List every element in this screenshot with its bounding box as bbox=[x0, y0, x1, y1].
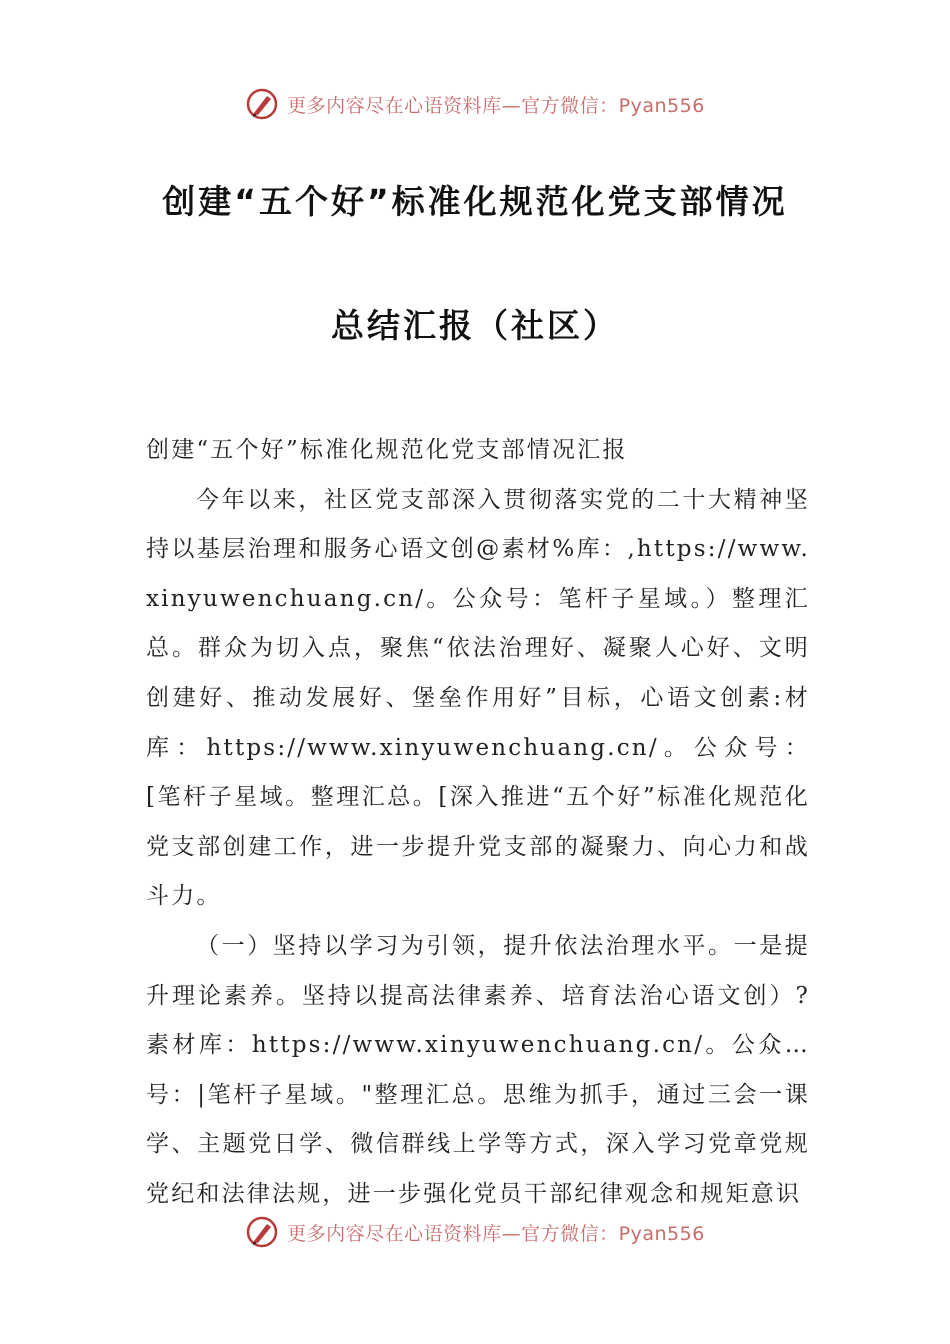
header-banner-text: 更多内容尽在心语资料库—官方微信：Pyan556 bbox=[287, 94, 705, 117]
body-subtitle: 创建“五个好”标准化规范化党支部情况汇报 bbox=[146, 437, 628, 463]
body-paragraph: 今年以来，社区党支部深入贯彻落实党的二十大精神坚持以基层治理和服务心语文创@素材%库：,https://www.xinyuwenchuang.cn/。公众号：笔杆子星域。）整理汇总。群众为切入点，聚焦“依法治理好、凝聚人心好、文明创建好、推动发展好、堡垒作用好”目标，心语文创素:材库：https://www.xinyuwenchuang.cn/。公众号：[笔杆子星域。整理汇总。[深入推进“五个好”标准化规范化党支部创建工作，进一步提升党支部的凝聚力、向心力和战斗力。 bbox=[146, 486, 810, 910]
body-paragraph: （一）坚持以学习为引领，提升依法治理水平。一是提升理论素养。坚持以提高法律素养、培育法治心语文创）?素材库：https://www.xinyuwenchuang.cn/。公众…号：|笔杆子星域。"整理汇总。思维为抓手，通过三会一课学、主题党日学、微信群线上学等方式，深入学习党章党规党纪和法律法规，进一步强化党员干部纪律观念和规矩意识 bbox=[146, 932, 810, 1207]
document-title-line-2: 总结汇报（社区） bbox=[331, 306, 619, 345]
pen-logo-icon bbox=[245, 87, 279, 121]
document-title-line-1: 创建“五个好”标准化规范化党支部情况 bbox=[162, 182, 788, 221]
footer-banner-text: 更多内容尽在心语资料库—官方微信：Pyan556 bbox=[287, 1222, 705, 1245]
pen-logo-icon bbox=[245, 1215, 279, 1249]
footer-banner bbox=[0, 1212, 950, 1252]
document-body bbox=[146, 426, 810, 1220]
header-banner bbox=[0, 84, 950, 124]
